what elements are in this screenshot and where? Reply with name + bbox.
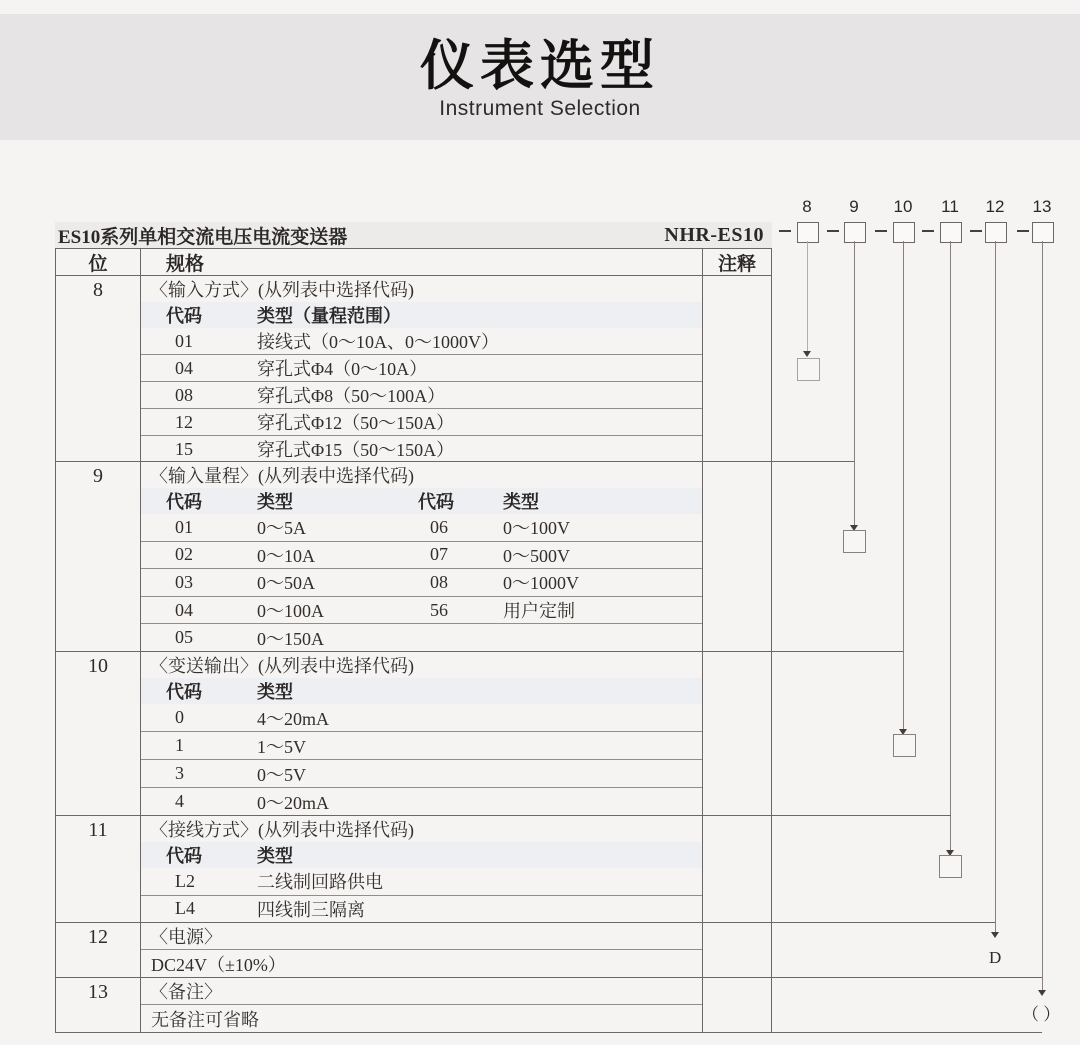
code-target-box-10: [893, 734, 916, 757]
col-header-spec: 规格: [166, 254, 205, 275]
type-cell: 穿孔式Φ8（50～100A）: [257, 386, 446, 406]
section-output: [55, 652, 772, 816]
dash-separator: [875, 230, 887, 232]
code-cell: 05: [175, 627, 193, 648]
table-row: [141, 788, 702, 815]
page-title: 仪表选型: [420, 36, 660, 96]
section-power: [55, 923, 772, 978]
type-cell: 用户定制: [503, 601, 575, 622]
table-row: [141, 409, 702, 436]
type-cell: 0～20mA: [257, 792, 329, 813]
section-connector-line: [772, 922, 995, 923]
col-code: 代码: [166, 682, 202, 702]
drop-line-9: [854, 241, 855, 525]
col-header-note: 注释: [702, 249, 771, 276]
col-type: 类型: [257, 492, 293, 512]
col-code: 代码: [166, 846, 202, 866]
section-connector-line: [772, 815, 951, 816]
code-table-header: [141, 842, 702, 868]
code-cell: 12: [175, 411, 193, 432]
col-code: 代码: [166, 492, 202, 512]
type-cell: 穿孔式Φ4（0～10A）: [257, 359, 428, 379]
code-cell: L4: [175, 898, 195, 919]
page-header-band: [0, 14, 1080, 140]
section-input-method: [55, 276, 772, 462]
table-row: [141, 760, 702, 788]
code-cell: 1: [175, 735, 184, 755]
col-type: 类型: [257, 682, 293, 702]
digit-label-8: 8: [802, 197, 812, 216]
code-target-box-11: [939, 855, 962, 878]
type-cell: 穿孔式Φ12（50～150A）: [257, 413, 455, 433]
col-type: 类型: [503, 492, 539, 512]
note-cell: [702, 816, 771, 922]
type-cell: 0～100V: [503, 518, 570, 539]
note-cell: [702, 276, 771, 462]
section-wiring: [55, 816, 772, 923]
section-connector-line: [772, 1032, 1042, 1033]
code-target-box-9: [843, 530, 866, 553]
model-digit-box-11: [940, 222, 962, 243]
type-cell: 二线制回路供电: [257, 872, 383, 893]
type-cell: 接线式（0～10A、0～1000V）: [257, 332, 499, 352]
code-cell: L2: [175, 870, 195, 891]
table-header-row: [55, 248, 772, 276]
type-cell: 0～1000V: [503, 573, 579, 594]
table-row: [141, 624, 702, 651]
section-connector-line: [772, 461, 854, 462]
code-table-header: [141, 488, 702, 514]
code-cell: 0: [175, 707, 184, 727]
drop-line-8: [807, 241, 808, 351]
section-title: 〈电源〉: [141, 923, 702, 950]
note-cell: [702, 462, 771, 651]
arrow-down-icon: [1038, 990, 1046, 996]
digit-label-13: 13: [1032, 197, 1052, 216]
drop-line-13: [1042, 241, 1043, 990]
power-spec-row: DC24V（±10%）: [151, 954, 286, 975]
type-cell: 穿孔式Φ15（50～150A）: [257, 440, 455, 460]
digit-label-9: 9: [849, 197, 859, 216]
code-cell: 04: [175, 357, 193, 378]
model-digit-box-10: [893, 222, 915, 243]
selection-table: [55, 222, 772, 1033]
type-cell: 0～50A: [257, 573, 315, 594]
code-cell: 08: [430, 571, 448, 592]
section-title: 〈输入量程〉(从列表中选择代码): [150, 466, 414, 486]
table-row: [141, 732, 702, 760]
digit-label-11: 11: [941, 197, 959, 216]
code-cell: 02: [175, 544, 193, 565]
code-cell: 4: [175, 791, 184, 811]
type-cell: 0～10A: [257, 545, 315, 566]
section-title: 〈输入方式〉(从列表中选择代码): [150, 280, 414, 300]
code-cell: 15: [175, 438, 193, 459]
model-digit-box-12: [985, 222, 1007, 243]
type-cell: 0～500V: [503, 545, 570, 566]
dash-separator: [827, 230, 839, 232]
drop-line-12: [995, 241, 996, 932]
table-row: [141, 896, 702, 923]
digit-label-12: 12: [985, 197, 1005, 216]
type-cell: 四线制三隔离: [257, 899, 365, 920]
dash-separator: [779, 230, 791, 232]
code-table-header: [141, 302, 702, 328]
section-title: 〈接线方式〉(从列表中选择代码): [150, 820, 414, 840]
section-connector-line: [772, 651, 903, 652]
power-code-value: D: [989, 948, 1002, 967]
position-number: 13: [56, 978, 141, 1032]
type-cell: 0～150A: [257, 628, 324, 649]
note-cell: [702, 978, 771, 1032]
note-cell: [702, 652, 771, 815]
product-series-title: ES10系列单相交流电压电流变送器: [58, 226, 348, 248]
model-digit-box-8: [797, 222, 819, 243]
table-row: [141, 542, 702, 570]
type-cell: 0～100A: [257, 601, 324, 622]
code-cell: 56: [430, 599, 448, 620]
table-row: [141, 328, 702, 355]
arrow-down-icon: [991, 932, 999, 938]
code-cell: 3: [175, 763, 184, 783]
position-number: 9: [56, 462, 141, 651]
position-number: 11: [56, 816, 141, 922]
digit-label-10: 10: [893, 197, 913, 216]
code-target-box-8: [797, 358, 820, 381]
section-title: 〈变送输出〉(从列表中选择代码): [150, 656, 414, 676]
table-row: [141, 597, 702, 625]
model-digit-box-9: [844, 222, 866, 243]
table-row: [141, 704, 702, 732]
table-row: [141, 868, 702, 896]
col-type: 类型（量程范围）: [257, 306, 401, 326]
position-number: 10: [56, 652, 141, 815]
drop-line-11: [950, 241, 951, 850]
code-cell: 01: [175, 330, 193, 351]
remark-code-value: （ ）: [1022, 1005, 1061, 1024]
table-title-row: [55, 222, 772, 248]
model-number: NHR-ES10: [664, 223, 764, 246]
arrow-down-icon: [803, 351, 811, 357]
code-cell: 06: [430, 516, 448, 537]
model-digit-box-13: [1032, 222, 1054, 243]
type-cell: 4～20mA: [257, 708, 329, 729]
col-type: 类型: [257, 846, 293, 866]
drop-line-10: [903, 241, 904, 729]
col-code: 代码: [166, 306, 202, 326]
table-row: [141, 569, 702, 597]
type-cell: 1～5V: [257, 736, 306, 757]
table-row: [141, 514, 702, 542]
type-cell: 0～5V: [257, 764, 306, 785]
section-input-range: [55, 462, 772, 652]
table-row: [141, 436, 702, 462]
section-title: 〈备注〉: [141, 978, 702, 1005]
remark-spec-row: 无备注可省略: [151, 1009, 259, 1030]
position-number: 8: [56, 276, 141, 462]
dash-separator: [970, 230, 982, 232]
section-remark: [55, 978, 772, 1033]
dash-separator: [1017, 230, 1029, 232]
table-row: [141, 382, 702, 409]
col-header-position: 位: [56, 249, 141, 276]
code-cell: 01: [175, 516, 193, 537]
code-table-header: [141, 678, 702, 704]
position-number: 12: [56, 923, 141, 977]
code-cell: 04: [175, 599, 193, 620]
type-cell: 0～5A: [257, 518, 306, 539]
code-cell: 03: [175, 571, 193, 592]
code-cell: 08: [175, 384, 193, 405]
table-row: [141, 355, 702, 382]
dash-separator: [922, 230, 934, 232]
section-connector-line: [772, 977, 1042, 978]
note-cell: [702, 923, 771, 977]
code-cell: 07: [430, 544, 448, 565]
col-code: 代码: [418, 492, 454, 512]
page-subtitle: Instrument Selection: [439, 96, 641, 120]
